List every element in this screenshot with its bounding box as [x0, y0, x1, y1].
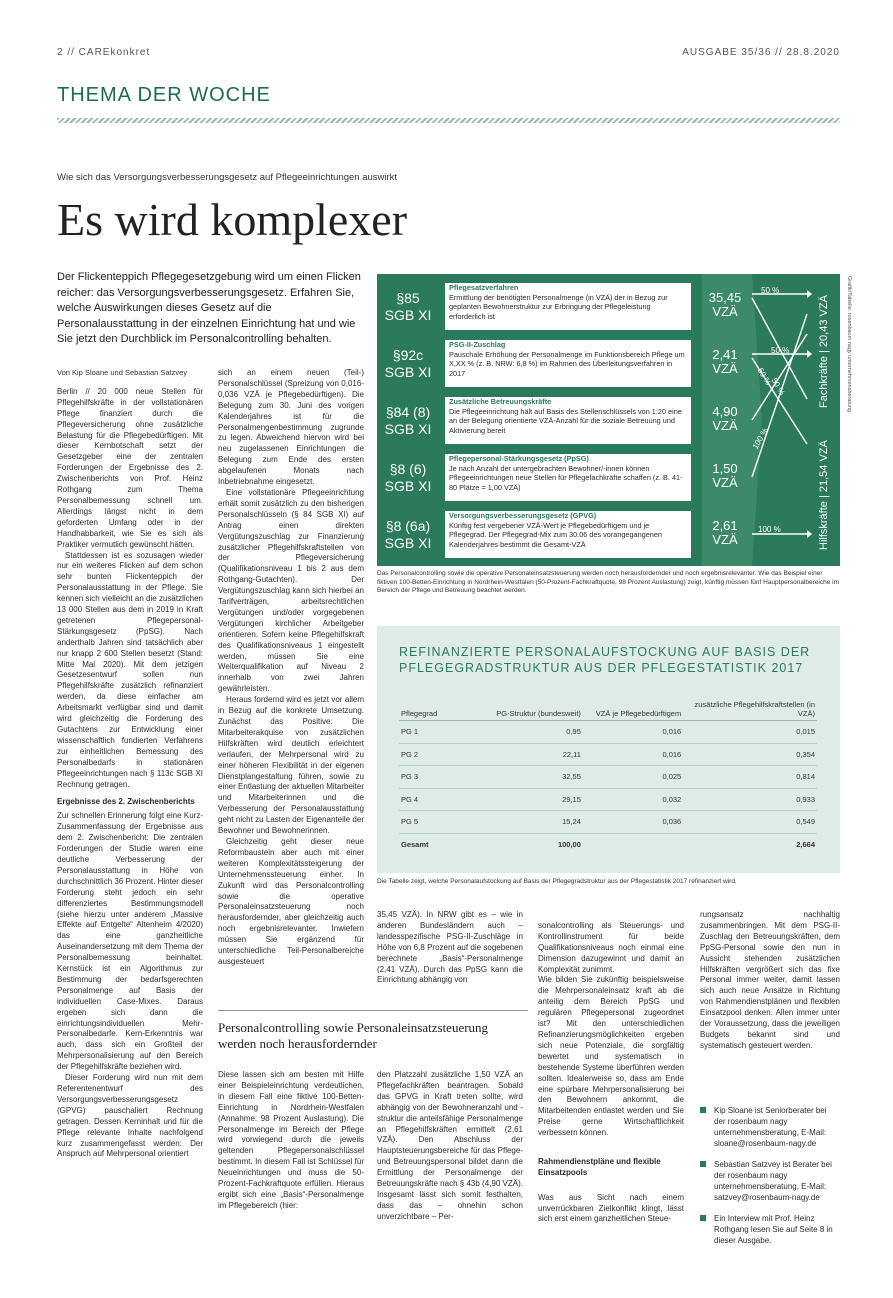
vza-value: 4,90 VZÄ [712, 404, 738, 433]
box-heading: Personalcontrolling sowie Personaleinsatzsteuerung werden noch herausfordernder [218, 1020, 489, 1051]
share-label: 50 % [761, 286, 780, 295]
bullet-square-icon [700, 1107, 706, 1113]
table-row: PG 3 32,55 0,025 0,814 [399, 766, 817, 789]
share-label: 100 % [758, 525, 781, 534]
law-description: Versorgungsverbesserungsgesetz (GPVG) Künftig fest vergebener VZÄ-Wert je Pflegebedürftigem und je Pflegegrad. Der Pflegegrad-Mix zum 30.06 des vorangegangenen Kalenderjahres bestimmt die Gesamt-VZÄ [445, 511, 691, 558]
column-3-top: 35,45 VZÄ). In NRW gibt es – wie in anderen Bundesländern auch – landesspezifische PSG-II-Zuschläge in Höhe von 6,8 Prozent auf die sogebenen berechnete „Basis“-Personalmenge (2,41 VZÄ). Durch das PpSG kann die Einrichtung abhängig von [377, 910, 523, 985]
subheading: Rahmendienstpläne und flexible Einsatzpools [538, 1156, 661, 1177]
graphic-source: Grafik/Tabelle: rosenbaum nagy unternehmensberatung [846, 276, 852, 413]
column-1 [57, 368, 203, 1160]
law-description: Zusätzliche Betreuungskräfte Die Pflegeeinrichtung hält auf Basis des Stellenschlüssels von 1:20 eine an der Belegung orientierte VZÄ-Anzahl für die soziale Betreuung und Aktivierung bereit [445, 397, 691, 444]
law-label: §85 SGB XI [384, 289, 432, 323]
author-notes [700, 1105, 840, 1246]
vza-value: 35,45 VZÄ [708, 290, 742, 319]
section-title: THEMA DER WOCHE [57, 84, 271, 106]
table-header: VZÄ je Pflegebedürftigem [583, 692, 683, 721]
paragraph: Was aus Sicht nach einem unverrückbaren Zielkonflikt klingt, lässt sich erst einem ganzheitlichen Steue- [538, 1192, 684, 1224]
column-4-top [538, 910, 684, 1236]
paragraph: Heraus fordernd wird es jetzt vor allem in Bezug auf die konkrete Umsetzung. Zunächst das Positive: Die Mitarbeiterakquise von zusätzlichen Hilfskräften wird deutlich erleichtert verlaufen, der Mehrpersonal wird zu einer höheren Flexibilität in der eigenen Dienstplangestaltung führen, sowie zu einer Entlastung der aktuellen Mitarbeiter und Mitarbeiterinnen und die Verbesserung der Personalausstattung geht nicht zu Lasten der Eigenanteile der Bewohner und Bewohnerinnen. [218, 695, 364, 836]
table-row: PG 1 0,95 0,016 0,015 [399, 721, 817, 744]
diagram-caption: Das Personalcontrolling sowie die operative Personaleinsatzsteuerung werden noch herausfordernder und noch ergebnisrelevanter. Wie das Beispiel einer fiktiven 100-Betten-Einrichtung in Nordrhein-Westfalen (50-Prozent-Fachkraftquote, 98 Prozent Auslastung) zeigt, künftig müssen fünf Hauptpersonalbereiche im Bereich der Pflege und Betreuung beachtet werden. [377, 570, 839, 594]
share-label: 100 % [750, 426, 770, 451]
law-description: PSG-II-Zuschlag Pauschale Erhöhung der Personalmenge im Funktionsbereich Pflege um X,XX % (z. B. NRW: 6,8 %) im Rahmen des Überleitungsverfahren in 2017 [445, 340, 691, 387]
law-label: §8 (6a) SGB XI [384, 517, 432, 551]
diagram-row [377, 337, 700, 390]
share-label: 50 % [755, 366, 773, 387]
assistant-total: Hilfskräfte | 21,54 VZÄ [818, 440, 830, 550]
divider [218, 1010, 528, 1011]
bullet-square-icon [700, 1215, 706, 1221]
author-note: Ein Interview mit Prof. Heinz Rothgang lesen Sie auf Seite 8 in dieser Ausgabe. [700, 1213, 840, 1246]
paragraph: sich an einem neuen (Teil-) Personalschlüssel (Spreizung von 0,016-0,036 VZÄ je Pflegebedürftigen). Die Belegung zum 30. Juni des vorigen Kalenderjahres ist für die Personalmengenbestimmung zugrunde zu legen. Abweichend hiervon wird bei neu zugelassenen Einrichtungen die Belegung zum Ende des ersten abgelaufenen Monats nach Inbetriebnahme eingesetzt. [218, 368, 364, 487]
column-5-top: rungsansatz nachhaltig zusammenbringen. Mit dem PSG-II-Zuschlag den Betreuungskräften, dem PpSG-Personal sowie den nun in Aussicht stehenden zusätzlichen Hilfskräften vergrößert sich das fixe Personal immer weiter, damit lassen sich auch neue Ansätze in Richtung von Rahmendienstplänen und flexiblen Einsatzpool denken. Allen immer unter der Voraussetzung, dass die jeweiligen Budgets bekannt sind und systematisch gesteuert werden. [700, 910, 840, 1050]
law-description: Pflegepersonal-Stärkungsgesetz (PpSG) Je nach Anzahl der untergebrachten Bewohner/-innen können Pflegeeinrichtungen neue Stellen für Pflegefachkräfte schaffen (z. B. 41-80 Plätze = 1,00 VZÄ) [445, 454, 691, 501]
law-label: §84 (8) SGB XI [384, 403, 432, 437]
section-rule [57, 118, 840, 123]
paragraph: Stattdessen ist es sozusagen wieder nur ein weiteres Flicken auf dem schon sehr bunten Flickenteppich der Personalausstattung in der Pflege. Sie kennen sich vielleicht an die zusätzlichen 13 000 Stellen aus dem in 2019 in Kraft getretenen Pflegepersonal-Stärkungsgesetz (PpSG). Nach anderthalb Jahren sind tatsächlich aber nur knapp 2 600 Stellen besetzt (Stand: Mitte Mai 2020). Mit dem jetzigen Gesetzesentwurf sollen nun Pflegehilfskräfte zusätzlich refinanziert werden, da diese einfacher am Arbeitsmarkt verfügbar sind und damit wird gleichzeitig die Forderung des Gutachtens zur Entwicklung einer wissenschaftlich fundierten Verfahrens zur einheitlichen Bemessung des Personalbedarfs in stationären Pflegeeinrichtungen nach § 113c SGB XI Rechnung getragen. [57, 550, 203, 789]
table-row: PG 5 15,24 0,036 0,549 [399, 811, 817, 834]
vza-value: 2,41 VZÄ [712, 347, 738, 376]
paragraph: Berlin // 20 000 neue Stellen für Pflegehilfskräfte in der vollstationären Pflege finanziert durch die Pflegeversicherung ohne zusätzliche Belastung für die Pflegebedürftigen. Mit dieser Kernbotschaft setzt der Gesetzgeber eine der zentralen Forderungen der Ergebnisse des 2. Zwischenberichts von Prof. Heinz Rothgang zum Thema Personalbemessung schnell um. Allerdings längst nicht in dem geforderten Umfang oder in der Handhabbarkeit, wie Sie es sich als Praktiker vermutlich gewünscht hätten. [57, 386, 203, 549]
table-header: Pflegegrad [399, 692, 491, 721]
table-row: PG 2 22,11 0,016 0,354 [399, 743, 817, 766]
paragraph: Eine vollstationäre Pflegeeinrichtung erhält somit zusätzlich zu den bisherigen Personalschlüsseln (§ 84 SGB XI) auf Antrag einen direkten Vergütungszuschlag zur Finanzierung zusätzlicher Pflegehilfskraftstellen von der Pflegeversicherung (Qualifikationsniveau 1 bis 2 aus dem Rothgang-Gutachten). Der Vergütungszuschlag kann sich hierbei an Tarifverträgen, arbeitsrechtlichen Vergütungen und/oder vorgegebenen Vergütungen kirchlicher Arbeitgeber orientieren. Sofern keine Pflegehilfskraft des Qualifikationsniveaus 1 eingestellt werden, müssen Sie eine Weiterqualifikation auf Niveau 2 innerhalb von zwei Jahren gewährleisten. [218, 487, 364, 694]
vza-value: 2,61 VZÄ [712, 518, 738, 547]
issue-date: AUSGABE 35/36 // 28.8.2020 [682, 47, 840, 58]
author-note: Kip Sloane ist Seniorberater bei der rosenbaum nagy unternehmensberatung, E-Mail: sloane@rosenbaum-nagy.de [700, 1105, 840, 1149]
personnel-diagram [377, 274, 840, 566]
paragraph: Dieser Forderung wird nun mit dem Referentenentwurf des Versorgungsverbesserungsgesetz (GPVG) pauschaliert Rechnung getragen. Dessen Kerninhalt und für die Pflege relevante Inhalte nachfolgend kurz zusammengefasst werden: Der Anspruch auf Mehrpersonal orientiert [57, 1073, 203, 1159]
skilled-total: Fachkräfte | 20,43 VZÄ [818, 295, 830, 408]
diagram-row [377, 508, 700, 561]
table-row: PG 4 29,15 0,032 0,933 [399, 788, 817, 811]
diagram-row [377, 280, 700, 333]
diagram-row [377, 394, 700, 447]
staffing-table [399, 692, 817, 855]
table-total-row: Gesamt 100,00 2,664 [401, 839, 815, 849]
table-title: REFINANZIERTE PERSONALAUFSTOCKUNG AUF BASIS DER PFLEGEGRADSTRUKTUR AUS DER PFLEGESTATISTIK 2017 [399, 645, 811, 675]
paragraph: Zur schnellen Erinnerung folgt eine Kurz-Zusammenfassung der Ergebnisse aus dem 2. Zwischenbericht: Die zentralen Forderungen der Studie waren eine deutliche Verbesserung der Personalausstattung in Höhe von durchschnittlich 36 Prozent. Hinter dieser Forderung steht jedoch ein sehr differenziertes Bestimmungsmodell (siehe hierzu unter anderem „Massive Effekte auf Entgelte“ Altenheim 4/2020) das eine ganzheitliche Auseinandersetzung mit dem Thema der Personalbemessung beinhaltet. Kernstück ist ein Algorithmus zur Bestimmung der bedarfsgerechten Personalmenge auf Basis der individuellen Case-Mixes. Daraus ergeben sich dann die einrichtungsindividuellen Mehr-Personalbedarfe. Kern-Erkenntnis war auch, dass sich ein Großteil der Mehrpersonalisierung auf den Bereich der Pflegehilfskräfte beziehen wird. [57, 811, 203, 1072]
table-header: PG-Struktur (bundesweit) [491, 692, 583, 721]
share-label: 50 % [771, 346, 790, 355]
staffing-table-box [377, 626, 840, 873]
diagram-row [377, 451, 700, 504]
law-label: §8 (6) SGB XI [384, 460, 432, 494]
vza-value: 1,50 VZÄ [712, 461, 738, 490]
bullet-square-icon [700, 1161, 706, 1167]
paragraph: sonalcontrolling als Steuerungs- und Kontrollinstrument für beide Qualifikationsniveaus noch einmal eine Dimension dazugewinnt und damit an Komplexität zunimmt. Wie bilden Sie zukünftig beispielsweise die Mehrpersonaleinsatz kraft ab die anteilig dem Bereich PpSG und regulären Pflegepersonal zugeordnet ist? Mit den unterschiedlichen Refinanzierungsmöglichkeiten ergeben sich neue Potenziale, die sorgfältig bewertet und systematisch in bestehende Systeme überführen werden sollten. Idealerweise so, dass am Ende eine spürbare Mehrpersonalisierung bei den Bewohnern ankommt, die Mitarbeitenden entlastet werden und Sie Preise gerne Wirtschaftlichkeit verbessern können. [538, 920, 684, 1138]
table-caption: Die Tabelle zeigt, welche Personalaufstockung auf Basis der Pflegegradstruktur aus der Pflegestatistik 2017 refinanziert wird. [377, 878, 737, 885]
article-headline: Es wird komplexer [57, 194, 408, 245]
law-description: Pflegesatzverfahren Ermittlung der benötigten Personalmenge (in VZÄ) der in Bezug zur geplanten Bewohnerstruktur zur Erbringung der Pflegeleistung erforderlich ist [445, 283, 691, 330]
article-kicker: Wie sich das Versorgungsverbesserungsgesetz auf Pflegeeinrichtungen auswirkt [57, 172, 398, 183]
column-2 [218, 368, 364, 968]
column-4-bottom: den Platzzahl zusätzliche 1,50 VZÄ an Pflegefachkräften beantragen. Sobald das GPVG in Kraft treten sollte, wird abhängig von der Bewohneranzahl und -struktur die anteilsfähige Personalmenge an Pflegehilfskräften ermittelt (2,61 VZÄ). Den Abschluss der Hauptsteuerungsbereiche für das Pflege- und Betreuungspersonal bildet dann die Ermittlung der Personalmenge der Betreuungskräfte nach § 43b (4,90 VZÄ). Insgesamt lässt sich somit festhalten, dass das – ohnehin schon unverzichtbare – Per- [377, 1070, 523, 1221]
subheading: Ergebnisse des 2. Zwischenberichts [57, 797, 195, 807]
article-lead: Der Flickenteppich Pflegegesetzgebung wird um einen Flicken reicher: das Versorgungsverbesserungsgesetz. Erfahren Sie, welche Auswirkungen dieses Gesetz auf die Personalausstattung in der einzelnen Einrichtung hat und wie Sie jetzt den Durchblick im Personalcontrolling behalten. [57, 271, 361, 345]
column-3-bottom: Diese lassen sich am besten mit Hilfe einer Beispieleinrichtung verdeutlichen, in diesem Fall eine fiktive 100-Betten-Einrichtung in Nordrhein-Westfalen (Annahme: 98 Prozent Auslastung). Die Personalmenge im Bereich der Pflege wird vorwiegend durch die jeweils geltenden Pflegepersonalschlüssel bestimmt. In diesem Fall ist Schlüssel für Neueinrichtungen und muss die 50-Prozent-Fachkraftquote erfüllen. Hieraus ergibt sich eine „Basis“-Personalmenge im Pflegebereich (hier: [218, 1070, 364, 1210]
share-label: 50 % [769, 376, 787, 397]
author-note: Sebastian Satzvey ist Berater bei der rosenbaum nagy unternehmensberatung, E-Mail: satzvey@rosenbaum-nagy.de [700, 1159, 840, 1203]
table-header: zusätzliche Pflegehilfskraftstellen (in VZÄ) [683, 692, 817, 721]
paragraph: Gleichzeitig geht dieser neue Reformbaustein aber auch mit einer weiteren Komplexitätssteigerung der Unternehmenssteuerung einher. In Zukunft wird das Personalcontrolling sowie die operative Personaleinsatzsteuerung noch herausfordernder, aber gleichzeitig auch noch ergebnisrelevanter. Inwiefern müssen Sie ergänzend für unterschiedliche Teil-Personalbereiche ausgesteuert [218, 836, 364, 966]
byline: Von Kip Sloane und Sebastian Satzvey [57, 368, 188, 377]
page-folio: 2 // CAREkonkret [57, 47, 151, 58]
law-label: §92c SGB XI [384, 346, 432, 380]
